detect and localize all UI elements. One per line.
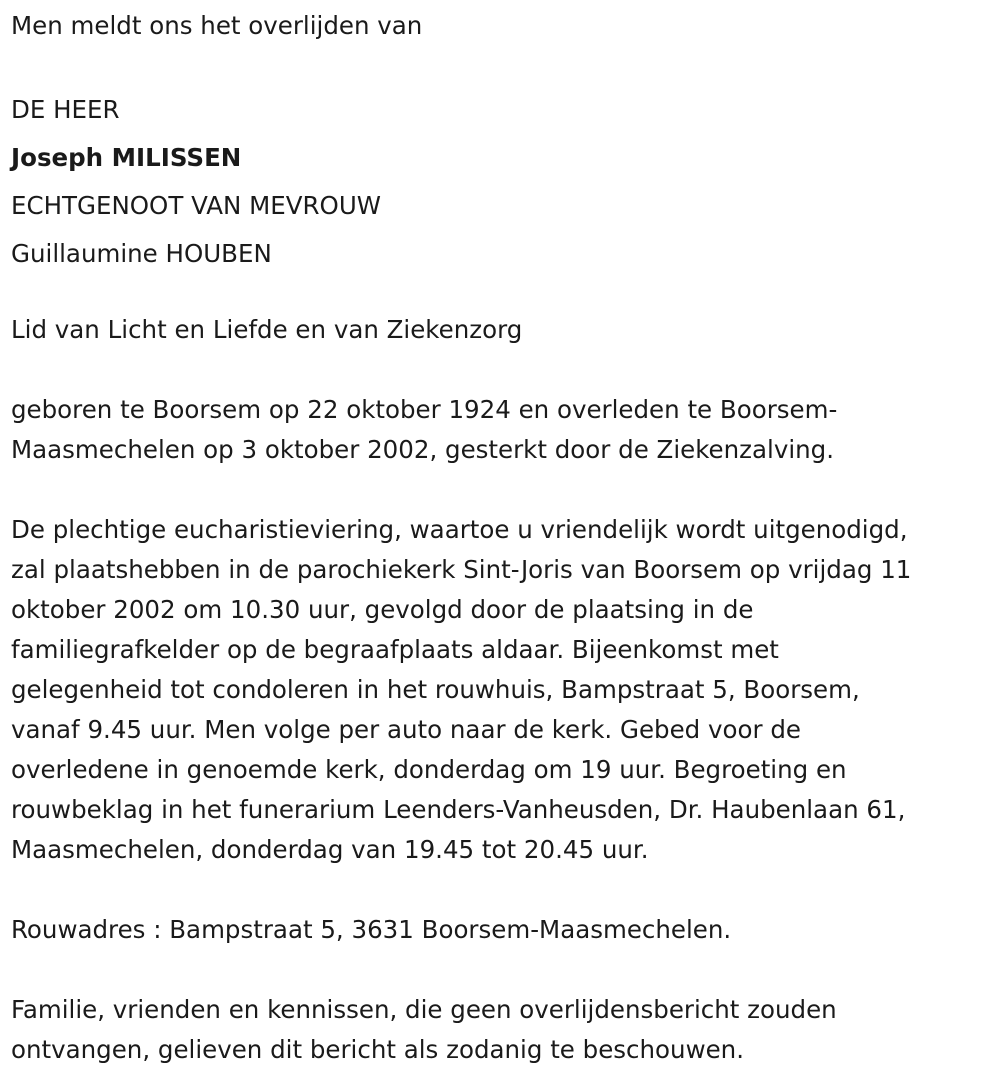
- birth-death-paragraph: [11, 390, 991, 470]
- paragraph-line: familiegrafkelder op de begraafplaats aldaar. Bijeenkomst met: [11, 635, 779, 664]
- paragraph-line: Maasmechelen, donderdag van 19.45 tot 20.45 uur.: [11, 835, 649, 864]
- relation-line: ECHTGENOOT VAN MEVROUW: [11, 191, 382, 220]
- paragraph-line: vanaf 9.45 uur. Men volge per auto naar de kerk. Gebed voor de: [11, 715, 801, 744]
- spouse-name: Guillaumine HOUBEN: [11, 239, 272, 268]
- paragraph-line: oktober 2002 om 10.30 uur, gevolgd door de plaatsing in de: [11, 595, 754, 624]
- paragraph-line: Maasmechelen op 3 oktober 2002, gesterkt door de Ziekenzalving.: [11, 435, 834, 464]
- paragraph-line: ontvangen, gelieven dit bericht als zodanig te beschouwen.: [11, 1035, 745, 1064]
- spacer: [11, 870, 991, 910]
- ceremony-paragraph: [11, 510, 991, 870]
- death-notice: [11, 6, 991, 1070]
- paragraph-line: geboren te Boorsem op 22 oktober 1924 en overleden te Boorsem-: [11, 395, 838, 424]
- deceased-name: Joseph MILISSEN: [11, 143, 242, 172]
- spacer: [11, 950, 991, 990]
- mourning-address: Rouwadres : Bampstraat 5, 3631 Boorsem-Maasmechelen.: [11, 915, 732, 944]
- closing-paragraph: [11, 990, 991, 1070]
- paragraph-line: rouwbeklag in het funerarium Leenders-Vanheusden, Dr. Haubenlaan 61,: [11, 795, 906, 824]
- paragraph-line: overledene in genoemde kerk, donderdag om 19 uur. Begroeting en: [11, 755, 847, 784]
- spacer: [11, 46, 991, 86]
- paragraph-line: zal plaatshebben in de parochiekerk Sint-Joris van Boorsem op vrijdag 11: [11, 555, 912, 584]
- membership-line: Lid van Licht en Liefde en van Ziekenzorg: [11, 315, 523, 344]
- spacer: [11, 470, 991, 510]
- spacer: [11, 350, 991, 390]
- paragraph-line: De plechtige eucharistieviering, waartoe u vriendelijk wordt uitgenodigd,: [11, 515, 908, 544]
- paragraph-line: Familie, vrienden en kennissen, die geen overlijdensbericht zouden: [11, 995, 837, 1024]
- paragraph-line: gelegenheid tot condoleren in het rouwhuis, Bampstraat 5, Boorsem,: [11, 675, 860, 704]
- deceased-header: [11, 86, 991, 278]
- spacer: [11, 278, 991, 310]
- intro-line: Men meldt ons het overlijden van: [11, 11, 423, 40]
- honorific: DE HEER: [11, 95, 120, 124]
